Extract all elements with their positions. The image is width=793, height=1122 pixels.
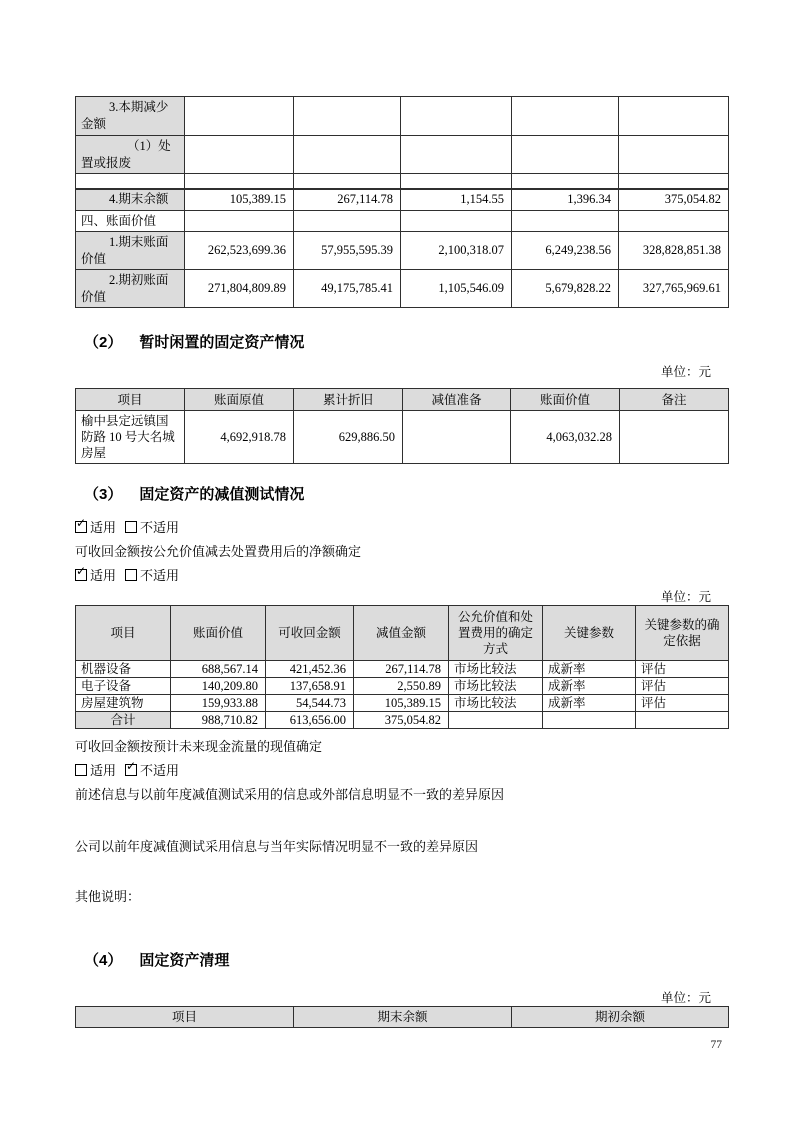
column-header-cell: 期末余额 [294,1007,512,1028]
value-cell [403,411,511,464]
row-label-cell: 4.期末余额 [76,189,185,211]
idle-assets-table [75,388,729,464]
value-cell: 57,955,595.39 [294,232,401,270]
statement-prior-actual-diff: 公司以前年度减值测试采用信息与当年实际情况明显不一致的差异原因 [75,839,479,854]
table-row [76,189,729,211]
applicable-checkbox-icon [75,569,87,581]
section-heading-idle-assets [84,334,728,351]
total-row [76,712,729,729]
value-cell [512,97,619,136]
value-cell: 327,765,969.61 [619,270,729,308]
statement-prior-info-diff: 前述信息与以前年度减值测试采用的信息或外部信息明显不一致的差异原因 [75,787,505,802]
not-applicable-checkbox-icon [125,521,137,533]
header-row [76,606,729,661]
value-cell [619,136,729,174]
value-cell: 49,175,785.41 [294,270,401,308]
page-number: 77 [710,1039,722,1051]
column-header-cell: 关键参数 [543,606,636,661]
column-header-cell: 公允价值和处置费用的确定方式 [449,606,543,661]
column-header-cell: 减值准备 [403,389,511,411]
row-label-cell: 1.期末账面价值 [76,232,185,270]
value-cell: 5,679,828.22 [512,270,619,308]
section-number: （2） [84,334,123,351]
value-cell [185,136,294,174]
column-header-cell: 账面价值 [511,389,620,411]
table-row [76,136,729,174]
value-cell: 613,656.00 [266,712,354,729]
value-cell: 4,063,032.28 [511,411,620,464]
not-applicable-checkbox-icon [125,764,137,776]
column-header-cell: 账面价值 [171,606,266,661]
value-cell [294,211,401,232]
disposal-table-body [76,1007,729,1028]
value-cell: 267,114.78 [354,661,449,678]
column-header-cell: 关键参数的确定依据 [636,606,729,661]
value-cell [294,136,401,174]
unit-label: 单位：元 [660,590,711,604]
row-label-cell: 机器设备 [76,661,171,678]
value-cell: 市场比较法 [449,695,543,712]
section-heading-disposal [84,952,728,969]
value-cell [401,97,512,136]
applicable-label: 适用 [90,568,117,583]
value-cell: 140,209.80 [171,678,266,695]
value-cell [619,211,729,232]
value-cell [619,174,729,189]
section-number: （4） [84,952,123,969]
value-cell [512,174,619,189]
value-cell: 市场比较法 [449,678,543,695]
unit-label: 单位：元 [660,991,711,1005]
value-cell: 267,114.78 [294,189,401,211]
column-header-cell: 账面原值 [185,389,294,411]
value-cell: 成新率 [543,678,636,695]
section-title: 固定资产的减值测试情况 [139,486,305,503]
page-content [75,96,728,1028]
present-value-applicability-line [75,763,728,779]
value-cell: 评估 [636,695,729,712]
value-cell [401,136,512,174]
table-row [76,174,729,189]
value-cell [185,211,294,232]
column-header-cell: 减值金额 [354,606,449,661]
value-cell: 4,692,918.78 [185,411,294,464]
value-cell: 375,054.82 [354,712,449,729]
column-header-cell: 项目 [76,606,171,661]
value-cell [620,411,729,464]
table-row [76,661,729,678]
table-row [76,232,729,270]
value-cell: 988,710.82 [171,712,266,729]
value-cell: 137,658.91 [266,678,354,695]
table-row [76,411,729,464]
idle-assets-table-body [76,389,729,464]
header-row [76,389,729,411]
column-header-cell: 项目 [76,389,185,411]
row-label-cell: 四、账面价值 [76,211,185,232]
value-cell: 市场比较法 [449,661,543,678]
applicable-label: 适用 [90,763,117,778]
table-row [76,211,729,232]
section-number: （3） [84,486,123,503]
section-heading-impairment-test [84,486,728,503]
column-header-cell: 备注 [620,389,729,411]
row-label-cell: 电子设备 [76,678,171,695]
row-label-cell: 房屋建筑物 [76,695,171,712]
fixed-assets-carryover-table [75,96,729,308]
value-cell: 688,567.14 [171,661,266,678]
value-cell: 评估 [636,678,729,695]
value-cell: 54,544.73 [266,695,354,712]
value-cell: 评估 [636,661,729,678]
impairment-test-table [75,605,729,729]
value-cell [512,136,619,174]
value-cell [185,174,294,189]
not-applicable-label: 不适用 [140,520,180,535]
section-title: 暂时闲置的固定资产情况 [139,334,305,351]
value-cell [294,174,401,189]
value-cell [401,174,512,189]
value-cell: 105,389.15 [354,695,449,712]
value-cell: 105,389.15 [185,189,294,211]
impairment-applicability-line [75,520,728,536]
not-applicable-checkbox-icon [125,569,137,581]
row-label-cell: 2.期初账面价值 [76,270,185,308]
value-cell [636,712,729,729]
column-header-cell: 可收回金额 [266,606,354,661]
statement-fair-value-method: 可收回金额按公允价值减去处置费用后的净额确定 [75,544,362,559]
value-cell: 2,100,318.07 [401,232,512,270]
applicable-label: 适用 [90,520,117,535]
column-header-cell: 项目 [76,1007,294,1028]
not-applicable-label: 不适用 [140,763,180,778]
value-cell [185,97,294,136]
applicable-checkbox-icon [75,521,87,533]
value-cell: 159,933.88 [171,695,266,712]
table-row [76,270,729,308]
value-cell [543,712,636,729]
column-header-cell: 期初余额 [512,1007,729,1028]
value-cell [512,211,619,232]
table-row [76,97,729,136]
row-label-cell [76,174,185,189]
value-cell [294,97,401,136]
not-applicable-label: 不适用 [140,568,180,583]
value-cell: 421,452.36 [266,661,354,678]
statement-other-notes: 其他说明： [75,889,141,904]
column-header-cell: 累计折旧 [294,389,403,411]
row-label-cell: （1）处置或报废 [76,136,185,174]
value-cell: 629,886.50 [294,411,403,464]
statement-present-value-method: 可收回金额按预计未来现金流量的现值确定 [75,739,323,754]
value-cell: 成新率 [543,661,636,678]
value-cell: 375,054.82 [619,189,729,211]
value-cell: 2,550.89 [354,678,449,695]
total-label-cell: 合计 [76,712,171,729]
applicable-checkbox-icon [75,764,87,776]
row-label-cell: 3.本期减少金额 [76,97,185,136]
value-cell: 262,523,699.36 [185,232,294,270]
unit-label: 单位：元 [660,365,711,379]
fixed-assets-disposal-table [75,1006,729,1028]
value-cell: 1,105,546.09 [401,270,512,308]
value-cell: 328,828,851.38 [619,232,729,270]
value-cell: 1,396.34 [512,189,619,211]
impairment-table-body [76,606,729,729]
row-label-cell: 榆中县定远镇国防路 10 号大名城房屋 [76,411,185,464]
value-cell: 6,249,238.56 [512,232,619,270]
carryover-table-body [76,97,729,308]
header-row [76,1007,729,1028]
value-cell [449,712,543,729]
table-row [76,678,729,695]
value-cell: 成新率 [543,695,636,712]
value-cell [619,97,729,136]
value-cell [401,211,512,232]
section-title: 固定资产清理 [139,952,230,969]
value-cell: 271,804,809.89 [185,270,294,308]
table-row [76,695,729,712]
value-cell: 1,154.55 [401,189,512,211]
fair-value-applicability-line [75,568,728,584]
